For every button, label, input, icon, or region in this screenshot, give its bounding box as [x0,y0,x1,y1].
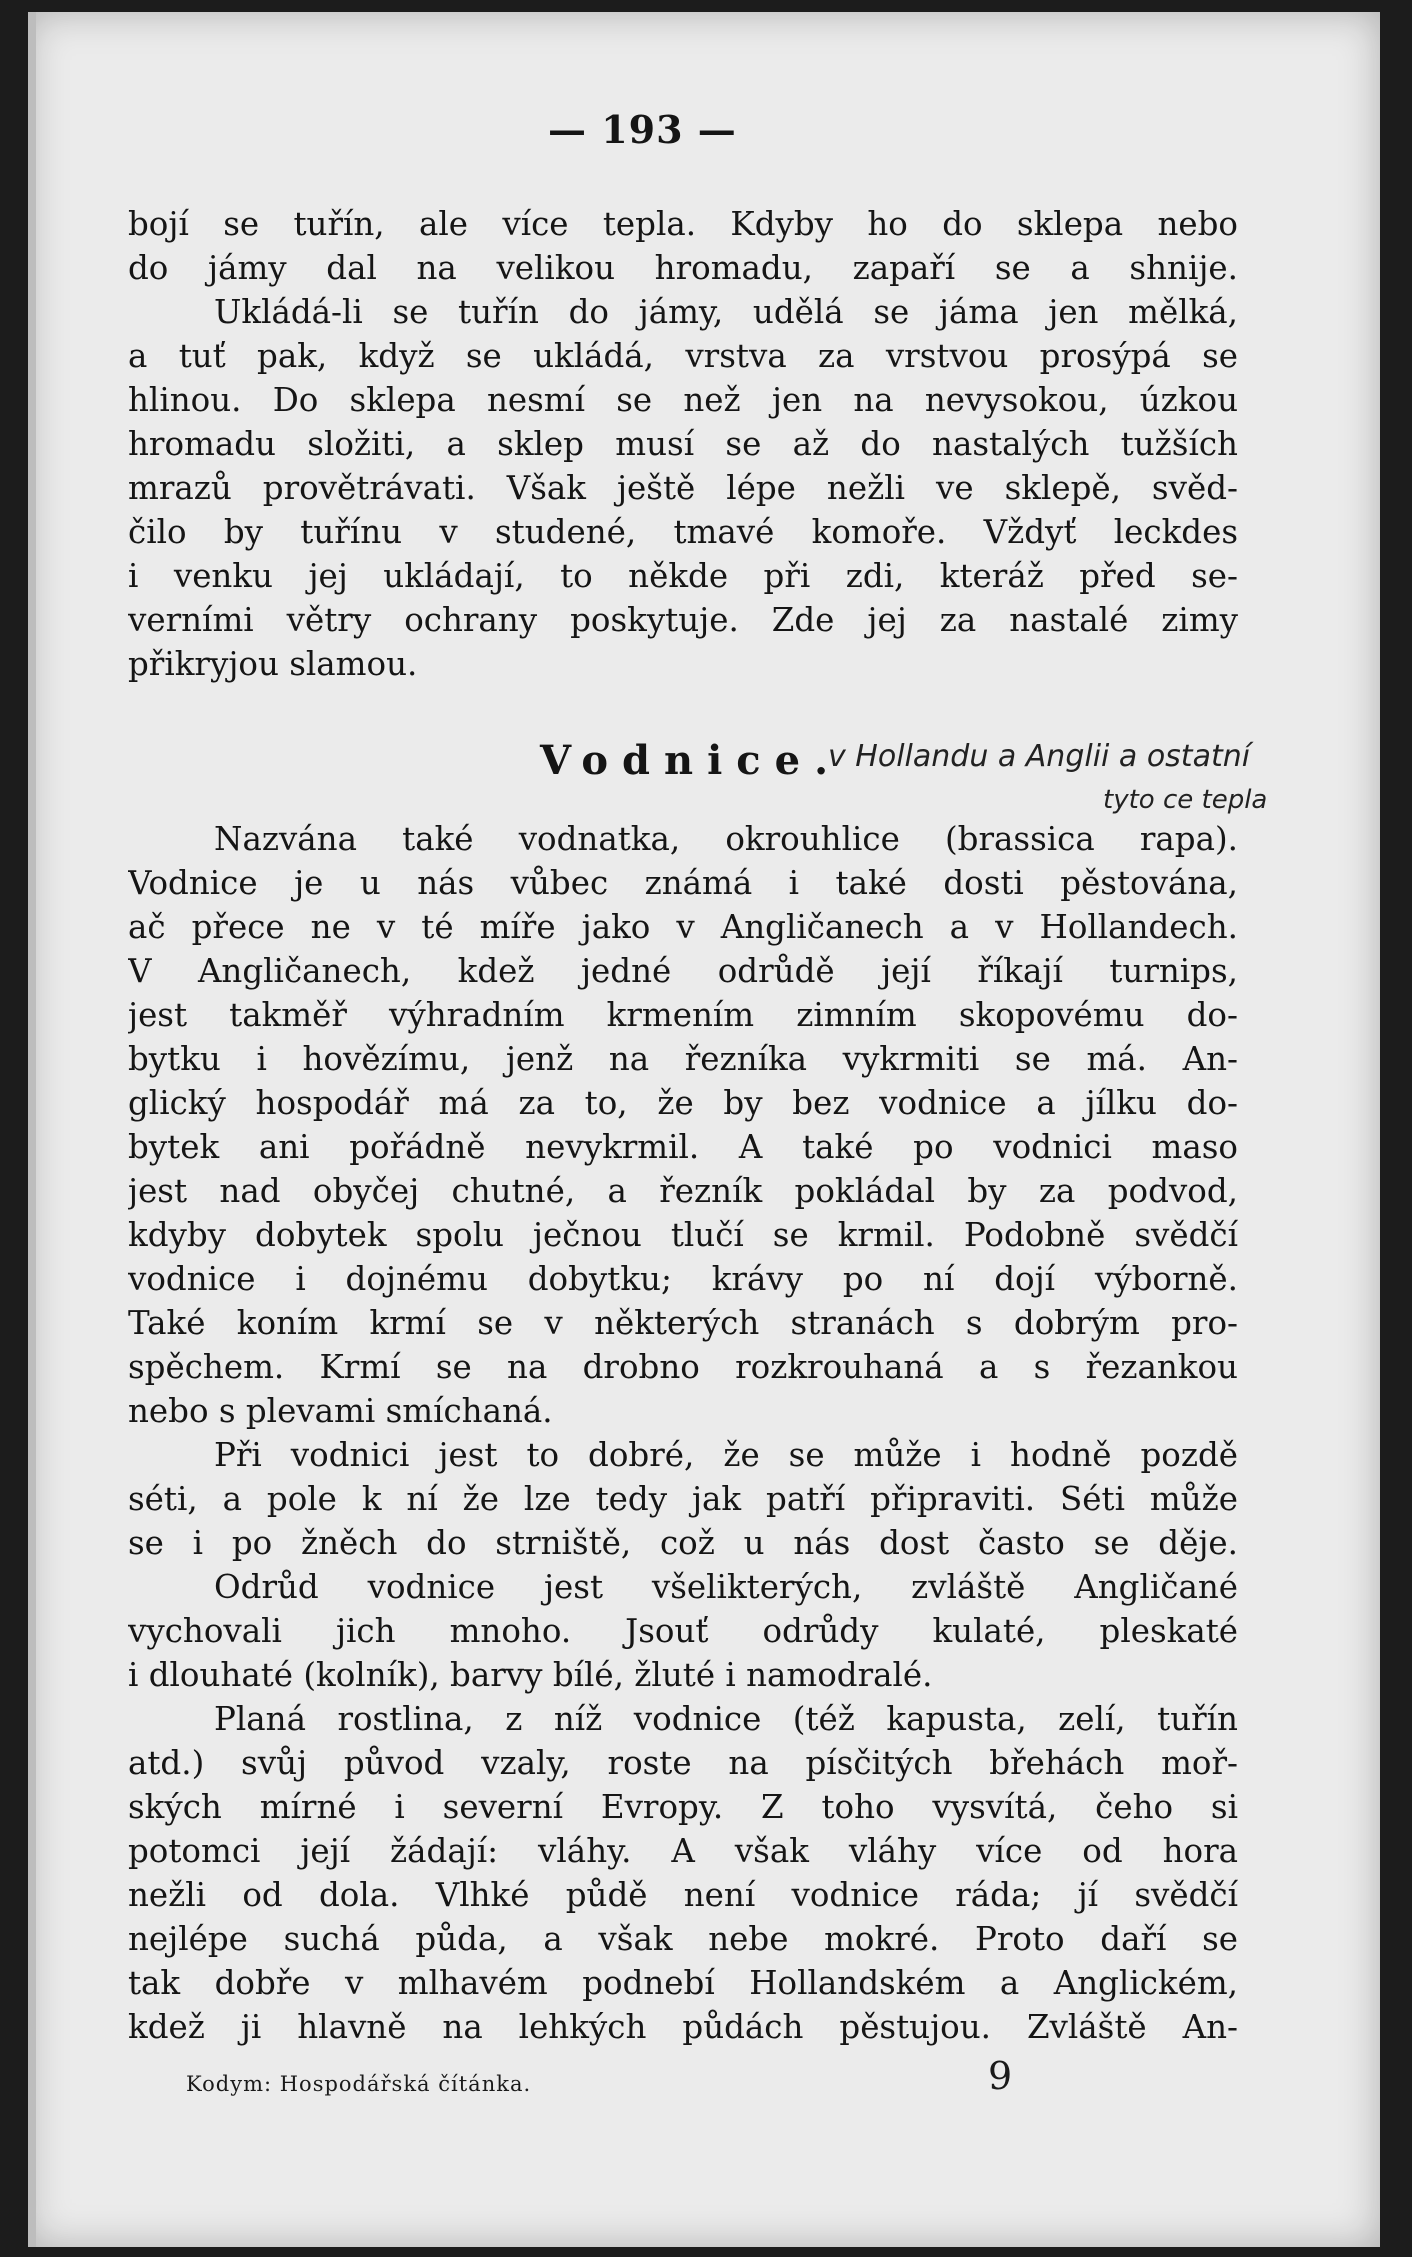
text-line: Odrůd vodnice jest všelikterých, zvláště Angličané [214,1568,1238,1606]
text-line: bojí se tuřín, ale více tepla. Kdyby ho do sklepa nebo [128,205,1238,243]
text-line: ač přece ne v té míře jako v Angličanech a v Hollandech. [128,908,1238,946]
text-line: Ukládá-li se tuřín do jámy, udělá se jáma jen mělká, [214,293,1238,331]
text-line: nežli od dola. Vlhké půdě není vodnice ráda; jí svědčí [128,1876,1238,1914]
text-line: přikryjou slamou. [128,645,418,683]
text-line: kdež ji hlavně na lehkých půdách pěstujou. Zvláště An- [128,2008,1238,2046]
handwritten-note: v Hollandu a Anglii a ostatní [828,739,1251,774]
text-line: i venku jej ukládají, to někde při zdi, kteráž před se- [128,557,1238,595]
text-line: spěchem. Krmí se na drobno rozkrouhaná a s řezankou [128,1348,1238,1386]
text-line: Také koním krmí se v některých stranách s dobrým pro- [128,1304,1238,1342]
signature-mark: 9 [988,2054,1013,2098]
text-line: čilo by tuřínu v studené, tmavé komoře. Vždyť leckdes [128,513,1238,551]
text-line: séti, a pole k ní že lze tedy jak patří připraviti. Séti může [128,1480,1238,1518]
footer-signature: Kodym: Hospodářská čítánka. [186,2072,532,2096]
text-line: nejlépe suchá půda, a však nebe mokré. Proto daří se [128,1920,1238,1958]
text-line: mrazů provětrávati. Však ještě lépe nežli ve sklepě, svěd- [128,469,1238,507]
text-line: Při vodnici jest to dobré, že se může i hodně pozdě [214,1436,1238,1474]
text-line: potomci její žádají: vláhy. A však vláhy více od hora [128,1832,1238,1870]
text-line: V Angličanech, kdež jedné odrůdě její říkají turnips, [128,952,1238,990]
book-page [28,12,1380,2247]
page-edge [28,12,36,2247]
text-line: atd.) svůj původ vzaly, roste na písčitých břehách moř- [128,1744,1238,1782]
text-line: jest takměř výhradním krmením zimním skopovému do- [128,996,1238,1034]
text-line: i dlouhaté (kolník), barvy bílé, žluté i namodralé. [128,1656,933,1694]
text-line: jest nad obyčej chutné, a řezník pokládal by za podvod, [128,1172,1238,1210]
text-line: bytku i hovězímu, jenž na řezníka vykrmiti se má. An- [128,1040,1238,1078]
handwritten-note: tyto ce tepla [1103,785,1268,815]
text-line: Nazvána také vodnatka, okrouhlice (brassica rapa). [214,820,1238,858]
text-line: hlinou. Do sklepa nesmí se než jen na nevysokou, úzkou [128,381,1238,419]
text-line: glický hospodář má za to, že by bez vodnice a jílku do- [128,1084,1238,1122]
text-line: verními větry ochrany poskytuje. Zde jej za nastalé zimy [128,601,1238,639]
section-title: Vodnice. [540,737,843,784]
text-line: vodnice i dojnému dobytku; krávy po ní dojí výborně. [128,1260,1238,1298]
text-line: vychovali jich mnoho. Jsouť odrůdy kulaté, pleskaté [128,1612,1238,1650]
page-number-header: — 193 — [548,107,737,152]
text-line: nebo s plevami smíchaná. [128,1392,553,1430]
text-line: Vodnice je u nás vůbec známá i také dosti pěstována, [128,864,1238,902]
text-line: a tuť pak, když se ukládá, vrstva za vrstvou prosýpá se [128,337,1238,375]
text-line: bytek ani pořádně nevykrmil. A také po vodnici maso [128,1128,1238,1166]
text-line: se i po žněch do strniště, což u nás dost často se děje. [128,1524,1238,1562]
text-line: Planá rostlina, z níž vodnice (též kapusta, zelí, tuřín [214,1700,1238,1738]
text-line: ských mírné i severní Evropy. Z toho vysvítá, čeho si [128,1788,1238,1826]
text-line: kdyby dobytek spolu ječnou tlučí se krmil. Podobně svědčí [128,1216,1238,1254]
text-line: do jámy dal na velikou hromadu, zapaří se a shnije. [128,249,1238,287]
text-line: hromadu složiti, a sklep musí se až do nastalých tužších [128,425,1238,463]
text-line: tak dobře v mlhavém podnebí Hollandském a Anglickém, [128,1964,1238,2002]
